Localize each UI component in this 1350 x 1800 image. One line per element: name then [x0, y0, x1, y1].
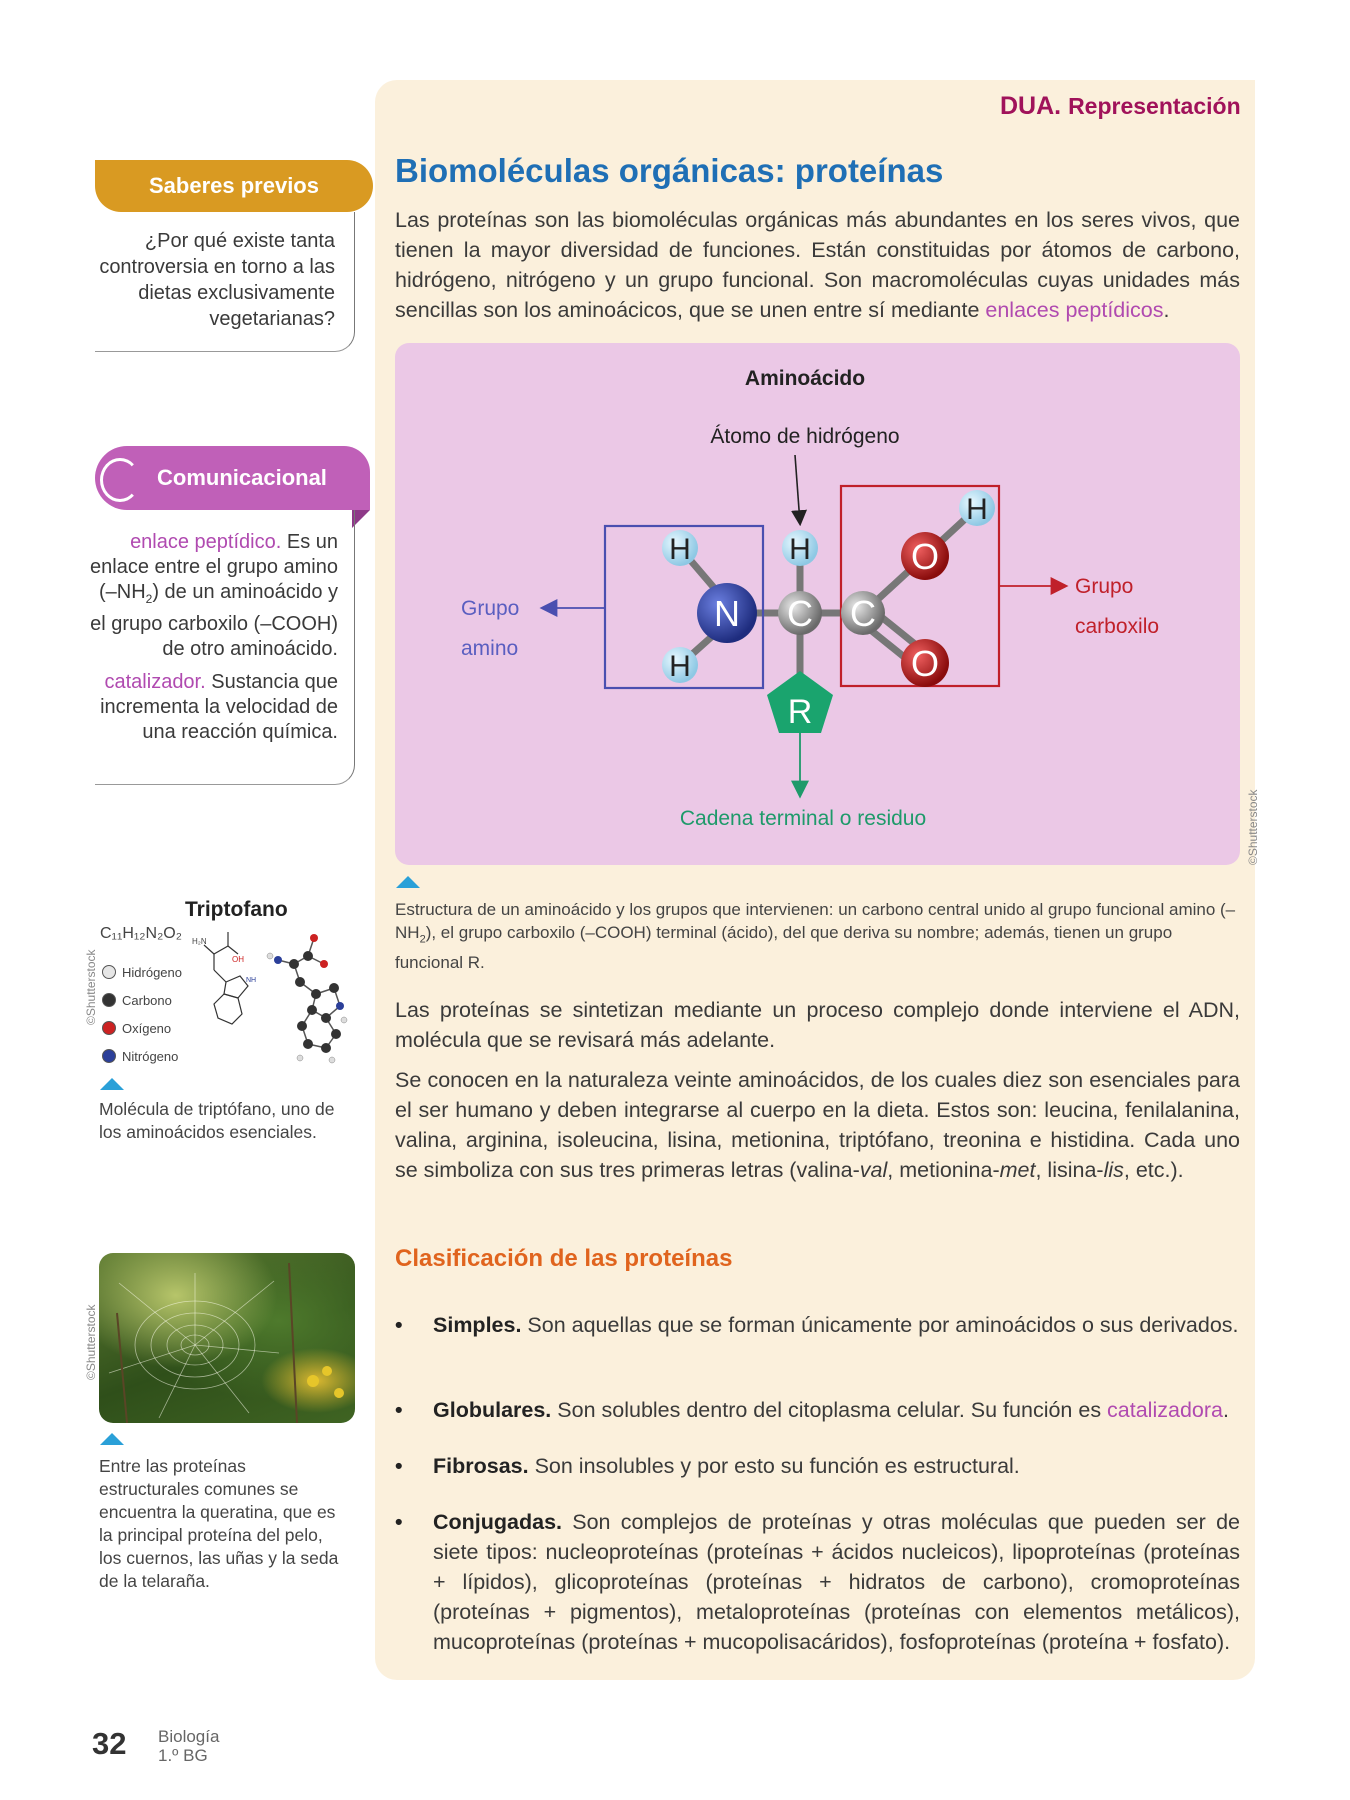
- amino-acid-structure: [395, 343, 1240, 865]
- comunicacional-tab: Comunicacional: [95, 446, 370, 510]
- amino-label-line2: amino: [461, 637, 519, 660]
- comunicacional-icon: [100, 458, 140, 502]
- saberes-previos-question: ¿Por qué existe tanta controversia en torno a las dietas exclusivamente vegetarianas?: [99, 230, 335, 330]
- glossary-entry-enlace: enlace peptídico. Es un enlace entre el grupo amino $(-NH_2)$ de un aminoácido y el grupo carboxilo (–COOH) de otro aminoácido.: [90, 531, 338, 660]
- tryptophan-caption: Molécula de triptófano, uno de los aminoácidos esenciales.: [99, 1099, 335, 1142]
- svg-text:H: H: [669, 650, 691, 683]
- svg-text:NH: NH: [246, 977, 257, 984]
- spider-web-drawing: [99, 1253, 355, 1423]
- dua-label: DUA. Representación: [1000, 92, 1241, 120]
- hydrogen-dot-icon: [102, 965, 116, 979]
- list-item: • Globulares. Son solubles dentro del citoplasma celular. Su función es catalizadora.: [395, 1395, 1240, 1425]
- legend-nitrogen: Nitrógeno: [102, 1042, 182, 1070]
- svg-text:R: R: [787, 693, 813, 731]
- oxygen-dot-icon: [102, 1021, 116, 1035]
- enlaces-peptidicos-link[interactable]: enlaces peptídicos: [985, 298, 1164, 322]
- photo-caption: Entre las proteínas estructurales comunes se encuentra la queratina, que es la principal proteína del pelo, los cuernos, las uñas y la seda de la telaraña.: [99, 1456, 339, 1591]
- spider-web-photo: [99, 1253, 355, 1423]
- bullet-icon: •: [395, 1313, 403, 1337]
- carboxyl-label-line1: Grupo: [1075, 575, 1134, 598]
- amino-acid-diagram: [395, 343, 1240, 865]
- hydrogen-atom-label: Átomo de hidrógeno: [710, 425, 900, 448]
- svg-text:O: O: [910, 536, 940, 577]
- caption-marker-icon: [100, 1078, 124, 1090]
- tryptophan-legend: [102, 958, 182, 1070]
- nitrogen-dot-icon: [102, 1049, 116, 1063]
- diagram-credit: ©Shutterstock: [1246, 789, 1260, 865]
- list-item: • Simples. Son aquellas que se forman únicamente por aminoácidos o sus derivados.: [395, 1310, 1240, 1340]
- page-number: 32: [92, 1726, 127, 1761]
- photo-credit: ©Shutterstock: [84, 1304, 98, 1380]
- carbon-dot-icon: [102, 993, 116, 1007]
- glossary: [90, 530, 338, 745]
- diagram-title: Aminoácido: [744, 367, 866, 390]
- tryptophan-structure: [190, 930, 360, 1065]
- bullet-icon: •: [395, 1510, 403, 1534]
- paragraph-aminoacids: Se conocen en la naturaleza veinte aminoácidos, de los cuales diez son esenciales para el ser humano y deben integrarse al cuerpo en la dieta. Estos son: leucina, fenilalanina, valina, arginina, isoleucina, lisina, metionina, triptófano, treonina e histidina. Cada uno se simboliza con sus tres primeras letras (valina-val, metionina-met, lisina-lis, etc.).: [395, 1068, 1240, 1182]
- tryptophan-credit: ©Shutterstock: [84, 949, 98, 1025]
- legend-hydrogen: Hidrógeno: [102, 958, 182, 986]
- list-item: • Fibrosas. Son insolubles y por esto su función es estructural.: [395, 1451, 1240, 1481]
- classification-heading: Clasificación de las proteínas: [395, 1245, 733, 1272]
- carboxyl-label-line2: carboxilo: [1075, 615, 1160, 638]
- caption-marker-icon: [396, 876, 420, 888]
- catalizadora-link[interactable]: catalizadora: [1107, 1398, 1223, 1422]
- bullet-icon: •: [395, 1454, 403, 1478]
- caption-marker-icon: [100, 1433, 124, 1445]
- svg-text:C: C: [787, 593, 813, 634]
- page-title: Biomoléculas orgánicas: proteínas: [395, 152, 944, 189]
- residue-label: Cadena terminal o residuo: [679, 807, 927, 830]
- svg-text:H₂N: H₂N: [192, 937, 207, 946]
- list-item: • Conjugadas. Son complejos de proteínas y otras moléculas que pueden ser de siete tipos: nucleoproteínas (proteínas + ácidos nucleicos), lipoproteínas (proteínas + lípidos), glicoproteínas (proteínas + hidratos de carbono), cromoproteínas (proteínas + pigmentos), metaloproteínas (proteínas con elementos metálicos), mucoproteínas (proteínas + mucopolisacáridos), fosfoproteínas (proteína + fosfato).: [395, 1507, 1240, 1657]
- book-info: Biología 1.º BG: [158, 1727, 220, 1765]
- intro-paragraph: Las proteínas son las biomoléculas orgánicas más abundantes en los seres vivos, que tienen la mayor diversidad de funciones. Están constituidas por átomos de carbono, hidrógeno, nitrógeno y un grupo funcional. Son macromoléculas cuyas unidades más sencillas son los aminoácicos, que se unen entre sí mediante enlaces peptídicos.: [395, 208, 1240, 322]
- legend-carbon: Carbono: [102, 986, 182, 1014]
- svg-text:N: N: [714, 593, 740, 634]
- svg-text:H: H: [966, 493, 988, 526]
- svg-text:H: H: [669, 533, 691, 566]
- amino-label-line1: Grupo: [461, 597, 520, 620]
- tryptophan-formula: C₁₁H₁₂N₂O₂: [100, 925, 182, 942]
- hydrogen-arrow: [795, 455, 800, 523]
- svg-text:O: O: [910, 643, 940, 684]
- bullet-icon: •: [395, 1398, 403, 1422]
- legend-oxygen: Oxígeno: [102, 1014, 182, 1042]
- paragraph-adn: Las proteínas se sintetizan mediante un proceso complejo donde interviene el ADN, molécula que se revisará más adelante.: [395, 998, 1240, 1052]
- diagram-caption: Estructura de un aminoácido y los grupos que intervienen: un carbono central unido al grupo funcional amino $(-NH_2)$, el grupo carboxilo (–COOH) terminal (ácido), del que deriva su nombre; además, tienen un grupo funcional R.: [395, 900, 1236, 973]
- svg-text:H: H: [789, 533, 811, 566]
- glossary-entry-catalizador: catalizador. Sustancia que incrementa la velocidad de una reacción química.: [100, 671, 338, 743]
- tryptophan-title: Triptofano: [185, 898, 288, 921]
- saberes-previos-tab: Saberes previos: [95, 160, 373, 212]
- svg-text:C: C: [850, 593, 876, 634]
- svg-text:OH: OH: [232, 955, 244, 964]
